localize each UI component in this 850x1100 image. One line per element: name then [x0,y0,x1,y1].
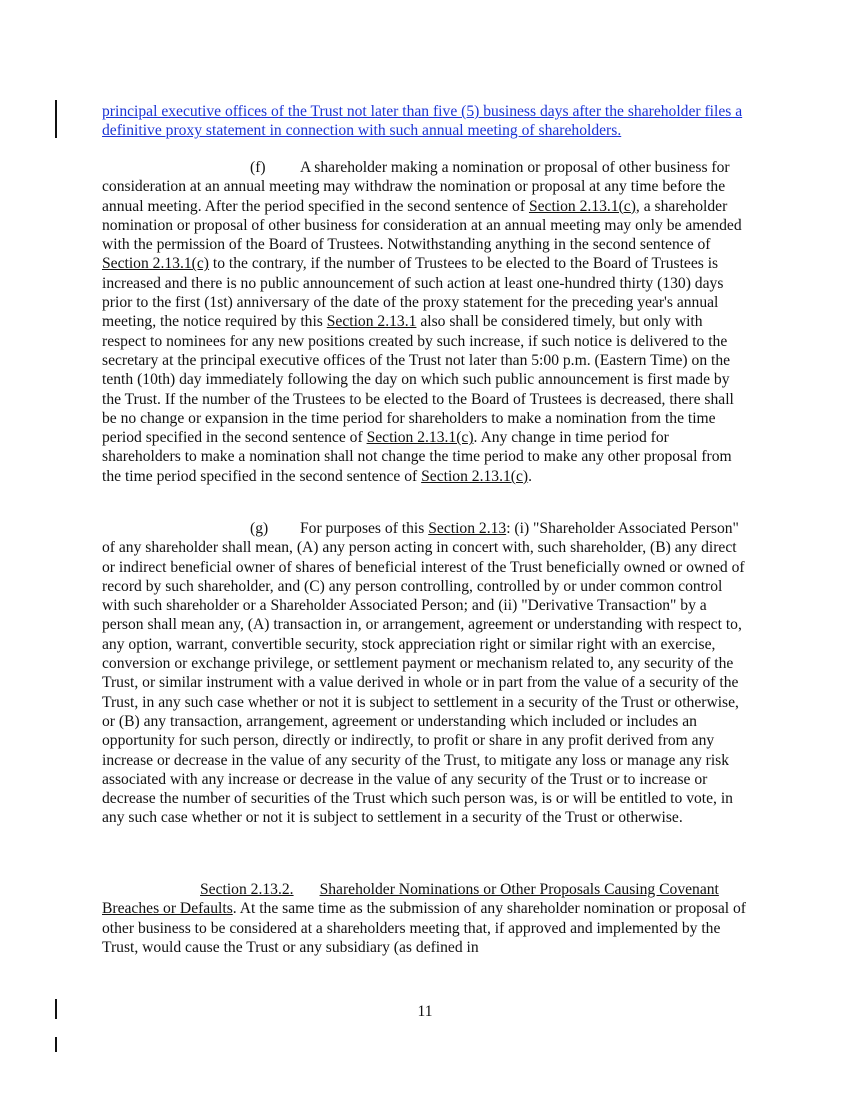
section-reference: Section 2.13.1(c) [528,197,636,215]
paragraph-text: . Any change in time period for shareholders to make a nomination shall not change the time period to make any other proposal from the time period specified in the second sentence of [102,429,732,485]
paragraph-label: (g) [250,520,269,537]
section-heading: Shareholder Nominations or Other Proposals Causing Covenant Breaches or Defaults [102,881,719,918]
revision-change-bar [55,100,57,138]
paragraph-text: . [528,467,532,485]
section-2-13-2 [102,880,747,957]
section-body: . At the same time as the submission of any shareholder nomination or proposal of other business to be considered at a shareholders meeting that, if approved and implemented by the Trust, would cause the Trust or any subsidiary (as defined in [102,900,746,956]
paragraph-text: also shall be considered timely, but only with respect to nominees for any new positions created by such increase, if such notice is delivered to the secretary at the principal executive offices of the Trust not later than 5:00 p.m. (Eastern Time) on the tenth (10th) day immediately following the day on which such public announcement is first made by the Trust. If the number of the Trustees to be elected to the Board of Trustees is decreased, there shall be no change or expansion in the time period for shareholders to make a nomination from the time period specified in the second sentence of [102,313,734,447]
inserted-text: principal executive offices of the Trust not later than five (5) business days after the shareholder files a definitive proxy statement in connection with such annual meeting of shareholders. [102,103,743,140]
section-reference: Section 2.13.1(c) [366,429,474,447]
page-number: 11 [417,1003,433,1020]
section-reference: Section 2.13.1(c) [421,467,529,485]
paragraph-g [102,519,747,828]
revision-change-bar [55,1037,57,1052]
paragraph-text: A shareholder making a nomination or proposal of other business for consideration at an annual meeting may withdraw the nomination or proposal at any time before the annual meeting. After the period specified in the second sentence of [102,159,730,215]
section-reference: Section 2.13.1 [326,313,417,331]
carryover-paragraph-block [102,102,747,141]
paragraph-f [102,158,747,486]
section-number: Section 2.13.2. Shareholder Nominations or Other Proposals Causing Covenant Breaches or Defaults [102,881,719,918]
paragraph-label: (f) [250,159,266,176]
paragraph-text: : (i) "Shareholder Associated Person" of any shareholder shall mean, (A) any person acting in concert with, such shareholder, (B) any direct or indirect beneficial owner of shares of beneficial interest of the Trust beneficially owned or owned of record by such shareholder, and (C) any person controlling, controlled by or under common control with such shareholder or a Shareholder Associated Person; and (ii) "Derivative Transaction" by a person shall mean any, (A) transaction in, or arrangement, agreement or understanding with respect to, any option, warrant, convertible security, stock appreciation right or similar right with an exercise, conversion or exchange privilege, or settlement payment or mechanism related to, any security of the Trust, or similar instrument with a value derived in whole or in part from the value of a security of the Trust, in any such case whether or not it is subject to settlement in a security of the Trust or otherwise, or (B) any transaction, arrangement, agreement or understanding which included or includes an opportunity for such person, directly or indirectly, to profit or share in any profit derived from any increase or decrease in the value of any security of the Trust, to mitigate any loss or manage any risk associated with any increase or decrease in the value of any security of the Trust or to increase or decrease the number of securities of the Trust which such person was, is or will be entitled to vote, in any such case whether or not it is subject to settlement in a security of the Trust or otherwise. [102,520,745,827]
paragraph-text: to the contrary, if the number of Trustees to be elected to the Board of Trustees is increased and there is no public announcement of such action at least one-hundred thirty (130) days prior to the first (1st) anniversary of the date of the proxy statement for the preceding year's annual meeting, the notice required by this [102,255,724,331]
paragraph-text: For purposes of this [300,520,429,537]
section-reference: Section 2.13 [428,520,507,537]
section-reference: Section 2.13.1(c) [102,255,209,273]
paragraph-text: , a shareholder nomination or proposal of other business for consideration at an annual meeting may only be amended with the permission of the Board of Trustees. Notwithstanding anything in the second sentence of [102,197,742,254]
